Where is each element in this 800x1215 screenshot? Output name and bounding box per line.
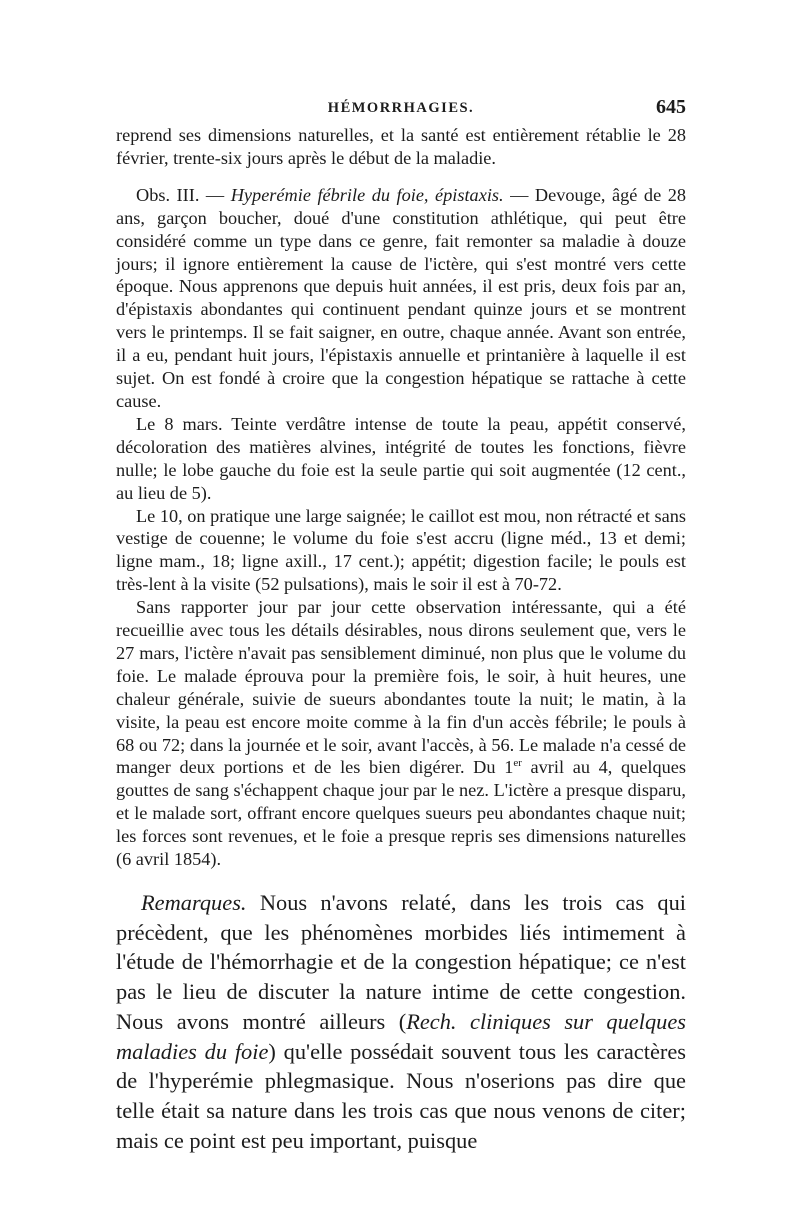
paragraph-observation-heading [116, 184, 686, 413]
page-header [116, 94, 686, 120]
summary-text-a: Sans rapporter jour par jour cette observation intéressante, qui a été recueillie avec tous les détails désirables, nous dirons seulement que, vers le 27 mars, l'ictère n'avait pas sensiblement diminué, non plus que le volume du foie. Le malade éprouva pour la première fois, le soir, à huit heures, une chaleur générale, suivie de sueurs abondantes toute la nuit; le matin, à la visite, la peau est encore moite comme à la fin d'un accès fébrile; le pouls à 68 ou 72; dans la journée et le soir, avant l'accès, à 56. Le malade n'a cessé de manger deux portions et de les bien digérer. Du 1 [116, 597, 686, 778]
page-number: 645 [656, 96, 686, 118]
paragraph-march-10: Le 10, on pratique une large saignée; le caillot est mou, non rétracté et sans vestige de couenne; le volume du foie s'est accru (ligne méd., 13 et demi; ligne mam., 18; ligne axill., 17 cent.); appétit; digestion facile; le pouls est très-lent à la visite (52 pulsations), mais le soir il est à 70-72. [116, 505, 686, 595]
summary-text-b: avril au 4, quelques gouttes de sang s'échappent chaque jour par le nez. L'ictère a presque disparu, et le malade sort, offrant encore quelques sueurs peu abondantes chaque nuit; les forces sont revenues, et le foie a presque repris ses dimensions naturelles (6 avril 1854). [116, 757, 687, 870]
superscript: er [513, 757, 522, 770]
remarks-text-b: ) qu'elle possédait souvent tous les caractères de l'hyperémie phlegmasique. Nous n'oserions pas dire que telle était sa nature dans les trois cas que nous venons de citer; mais ce point est peu important, puisque [116, 1038, 686, 1153]
running-title: HÉMORRHAGIES. [327, 100, 475, 116]
paragraph-gap [116, 170, 686, 184]
paragraph-summary [116, 596, 686, 871]
observation-title: Hyperémie fébrile du foie, épistaxis. [230, 184, 504, 205]
observation-intro: — Devouge, âgé de 28 ans, garçon boucher, doué d'une constitution athlétique, qui peut être considéré comme un type dans ce genre, fait remonter sa maladie à douze jours; il ignore entièrement la cause de l'ictère, qui s'est montré vers cette époque. Nous apprenons que depuis huit années, il est pris, deux fois par an, d'épistaxis abondantes qui continuent pendant quinze jours et se montrent vers le printemps. Il se fait saigner, en outre, chaque année. Avant son entrée, il a eu, pendant huit jours, l'épistaxis annuelle et printanière à laquelle il est sujet. On est fondé à croire que la congestion hépatique se rattache à cette cause. [116, 184, 686, 411]
section-gap [116, 871, 686, 888]
reference-title: Rech. cliniques sur quelques maladies du foie [116, 1008, 686, 1064]
remarks-text [116, 888, 686, 1155]
observation-number: Obs. III. — [136, 184, 231, 205]
book-page [116, 94, 686, 1155]
paragraph-continuation: reprend ses dimensions naturelles, et la santé est entièrement rétablie le 28 février, trente-six jours après le début de la maladie. [116, 125, 686, 168]
paragraph-remarks [116, 888, 686, 1155]
remarks-label: Remarques. [141, 890, 247, 915]
paragraph-march-8: Le 8 mars. Teinte verdâtre intense de toute la peau, appétit conservé, décoloration des matières alvines, intégrité de toutes les fonctions, fièvre nulle; le lobe gauche du foie est la seule partie qui soit augmentée (12 cent., au lieu de 5). [116, 413, 686, 503]
remarks-text-a: Nous n'avons relaté, dans les trois cas qui précèdent, que les phénomènes morbides liés intimement à l'étude de l'hémorrhagie et de la congestion hépatique; ce n'est pas le lieu de discuter la nature intime de cette congestion. Nous avons montré ailleurs ( [116, 890, 686, 1034]
observation-text [116, 124, 686, 871]
